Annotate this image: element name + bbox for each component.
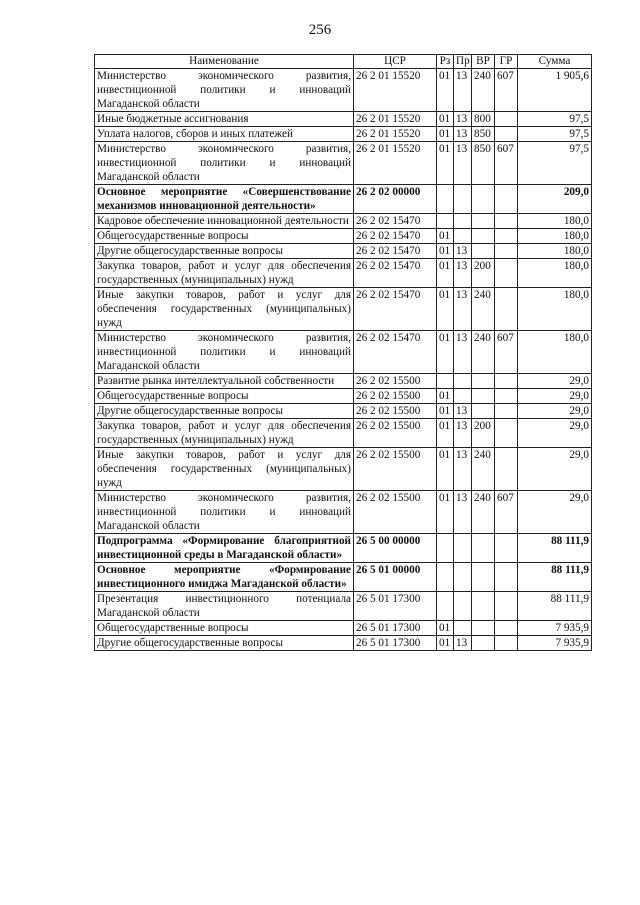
table-row: [95, 259, 592, 288]
row-vr-cell: [472, 389, 495, 404]
table-row: [95, 491, 592, 534]
row-csr-cell: 26 2 02 15470: [354, 331, 437, 374]
row-gr-cell: [495, 563, 518, 592]
row-csr-cell: 26 2 01 15520: [354, 112, 437, 127]
row-vr-cell: [472, 244, 495, 259]
row-csr-cell: 26 2 01 15520: [354, 142, 437, 185]
row-vr-cell: 240: [472, 331, 495, 374]
row-vr-cell: [472, 621, 495, 636]
row-name-cell: Основное мероприятие «Совершенствование механизмов инновационной деятельности»: [95, 185, 354, 214]
row-sum-cell: 88 111,9: [518, 563, 592, 592]
row-gr-cell: [495, 244, 518, 259]
table-row: [95, 621, 592, 636]
row-pr-cell: [454, 374, 472, 389]
header-name: Наименование: [95, 55, 354, 69]
table-row: [95, 69, 592, 112]
row-gr-cell: [495, 112, 518, 127]
row-sum-cell: 7 935,9: [518, 636, 592, 651]
row-gr-cell: [495, 592, 518, 621]
row-name-cell: Общегосударственные вопросы: [95, 621, 354, 636]
row-vr-cell: [472, 229, 495, 244]
table-row: [95, 214, 592, 229]
row-vr-cell: 240: [472, 491, 495, 534]
row-pr-cell: 13: [454, 142, 472, 185]
row-vr-cell: [472, 563, 495, 592]
row-csr-cell: 26 2 01 15520: [354, 127, 437, 142]
row-name-cell: Основное мероприятие «Формирование инвестиционного имиджа Магаданской области»: [95, 563, 354, 592]
row-csr-cell: 26 2 02 15470: [354, 244, 437, 259]
row-gr-cell: [495, 229, 518, 244]
row-name-cell: Иные закупки товаров, работ и услуг для обеспечения государственных (муниципальных) нужд: [95, 448, 354, 491]
row-gr-cell: 607: [495, 331, 518, 374]
row-pr-cell: [454, 592, 472, 621]
header-csr: ЦСР: [354, 55, 437, 69]
row-vr-cell: 240: [472, 288, 495, 331]
row-gr-cell: [495, 214, 518, 229]
row-vr-cell: 240: [472, 69, 495, 112]
row-name-cell: Уплата налогов, сборов и иных платежей: [95, 127, 354, 142]
row-name-cell: Общегосударственные вопросы: [95, 389, 354, 404]
row-csr-cell: 26 2 02 15470: [354, 229, 437, 244]
row-csr-cell: 26 2 02 15470: [354, 259, 437, 288]
table-row: [95, 374, 592, 389]
row-rz-cell: 01: [437, 69, 454, 112]
budget-table: [94, 54, 592, 651]
row-pr-cell: [454, 229, 472, 244]
row-sum-cell: 209,0: [518, 185, 592, 214]
row-sum-cell: 88 111,9: [518, 592, 592, 621]
row-rz-cell: 01: [437, 331, 454, 374]
row-pr-cell: 13: [454, 404, 472, 419]
table-row: [95, 288, 592, 331]
row-vr-cell: [472, 592, 495, 621]
row-name-cell: Подпрограмма «Формирование благоприятной инвестиционной среды в Магаданской области»: [95, 534, 354, 563]
row-csr-cell: 26 2 01 15520: [354, 69, 437, 112]
row-rz-cell: [437, 563, 454, 592]
row-gr-cell: [495, 636, 518, 651]
row-sum-cell: 29,0: [518, 404, 592, 419]
row-gr-cell: [495, 621, 518, 636]
row-sum-cell: 180,0: [518, 214, 592, 229]
row-name-cell: Закупка товаров, работ и услуг для обеспечения государственных (муниципальных) нужд: [95, 419, 354, 448]
row-name-cell: Министерство экономического развития, инвестиционной политики и инноваций Магаданской области: [95, 491, 354, 534]
row-rz-cell: [437, 185, 454, 214]
row-name-cell: Иные бюджетные ассигнования: [95, 112, 354, 127]
row-vr-cell: [472, 404, 495, 419]
row-sum-cell: 88 111,9: [518, 534, 592, 563]
row-rz-cell: 01: [437, 491, 454, 534]
row-sum-cell: 97,5: [518, 112, 592, 127]
table-row: [95, 127, 592, 142]
row-vr-cell: [472, 214, 495, 229]
row-csr-cell: 26 2 02 15500: [354, 491, 437, 534]
row-vr-cell: [472, 374, 495, 389]
row-vr-cell: [472, 534, 495, 563]
row-rz-cell: [437, 534, 454, 563]
row-gr-cell: [495, 404, 518, 419]
table-header-row: [95, 55, 592, 69]
row-pr-cell: 13: [454, 259, 472, 288]
row-name-cell: Другие общегосударственные вопросы: [95, 404, 354, 419]
row-gr-cell: [495, 448, 518, 491]
row-pr-cell: 13: [454, 636, 472, 651]
row-csr-cell: 26 5 00 00000: [354, 534, 437, 563]
row-rz-cell: 01: [437, 127, 454, 142]
row-gr-cell: [495, 288, 518, 331]
row-pr-cell: 13: [454, 112, 472, 127]
row-rz-cell: [437, 592, 454, 621]
row-sum-cell: 7 935,9: [518, 621, 592, 636]
row-pr-cell: 13: [454, 491, 472, 534]
row-csr-cell: 26 5 01 17300: [354, 621, 437, 636]
row-pr-cell: 13: [454, 127, 472, 142]
table-row: [95, 636, 592, 651]
row-rz-cell: 01: [437, 244, 454, 259]
row-gr-cell: [495, 389, 518, 404]
row-name-cell: Министерство экономического развития, инвестиционной политики и инноваций Магаданской области: [95, 69, 354, 112]
row-name-cell: Развитие рынка интеллектуальной собственности: [95, 374, 354, 389]
table-row: [95, 244, 592, 259]
row-sum-cell: 29,0: [518, 491, 592, 534]
row-csr-cell: 26 2 02 15500: [354, 404, 437, 419]
row-sum-cell: 180,0: [518, 259, 592, 288]
row-name-cell: Общегосударственные вопросы: [95, 229, 354, 244]
table-row: [95, 419, 592, 448]
row-csr-cell: 26 2 02 15470: [354, 288, 437, 331]
row-name-cell: Презентация инвестиционного потенциала Магаданской области: [95, 592, 354, 621]
row-csr-cell: 26 2 02 15500: [354, 419, 437, 448]
row-csr-cell: 26 2 02 15500: [354, 389, 437, 404]
row-gr-cell: [495, 127, 518, 142]
row-pr-cell: [454, 621, 472, 636]
row-pr-cell: [454, 534, 472, 563]
row-sum-cell: 29,0: [518, 419, 592, 448]
header-sum: Сумма: [518, 55, 592, 69]
row-name-cell: Другие общегосударственные вопросы: [95, 636, 354, 651]
row-csr-cell: 26 2 02 15500: [354, 374, 437, 389]
row-gr-cell: 607: [495, 491, 518, 534]
row-vr-cell: [472, 636, 495, 651]
table-row: [95, 389, 592, 404]
row-rz-cell: 01: [437, 259, 454, 288]
row-gr-cell: 607: [495, 142, 518, 185]
row-name-cell: Кадровое обеспечение инновационной деятельности: [95, 214, 354, 229]
row-pr-cell: [454, 214, 472, 229]
table-row: [95, 185, 592, 214]
header-vr: ВР: [472, 55, 495, 69]
row-vr-cell: 850: [472, 142, 495, 185]
row-pr-cell: 13: [454, 331, 472, 374]
row-sum-cell: 97,5: [518, 142, 592, 185]
row-name-cell: Министерство экономического развития, инвестиционной политики и инноваций Магаданской области: [95, 142, 354, 185]
row-gr-cell: [495, 534, 518, 563]
row-vr-cell: 240: [472, 448, 495, 491]
row-rz-cell: [437, 214, 454, 229]
row-gr-cell: [495, 419, 518, 448]
row-vr-cell: [472, 185, 495, 214]
row-pr-cell: 13: [454, 244, 472, 259]
row-pr-cell: [454, 563, 472, 592]
row-name-cell: Иные закупки товаров, работ и услуг для обеспечения государственных (муниципальных) нужд: [95, 288, 354, 331]
row-sum-cell: 1 905,6: [518, 69, 592, 112]
row-sum-cell: 180,0: [518, 244, 592, 259]
row-rz-cell: 01: [437, 142, 454, 185]
table-row: [95, 142, 592, 185]
table-row: [95, 229, 592, 244]
row-vr-cell: 200: [472, 419, 495, 448]
table-row: [95, 592, 592, 621]
row-pr-cell: 13: [454, 288, 472, 331]
row-name-cell: Министерство экономического развития, инвестиционной политики и инноваций Магаданской области: [95, 331, 354, 374]
table-row: [95, 404, 592, 419]
table-row: [95, 331, 592, 374]
row-sum-cell: 180,0: [518, 331, 592, 374]
row-pr-cell: 13: [454, 69, 472, 112]
row-rz-cell: [437, 374, 454, 389]
row-name-cell: Другие общегосударственные вопросы: [95, 244, 354, 259]
row-gr-cell: 607: [495, 69, 518, 112]
row-sum-cell: 97,5: [518, 127, 592, 142]
row-rz-cell: 01: [437, 288, 454, 331]
row-rz-cell: 01: [437, 419, 454, 448]
table-row: [95, 563, 592, 592]
row-sum-cell: 180,0: [518, 229, 592, 244]
header-pr: Пр: [454, 55, 472, 69]
page-number: 256: [308, 22, 332, 38]
row-csr-cell: 26 2 02 15470: [354, 214, 437, 229]
row-rz-cell: 01: [437, 112, 454, 127]
row-gr-cell: [495, 185, 518, 214]
row-pr-cell: [454, 389, 472, 404]
row-sum-cell: 29,0: [518, 389, 592, 404]
row-rz-cell: 01: [437, 389, 454, 404]
row-rz-cell: 01: [437, 229, 454, 244]
row-gr-cell: [495, 259, 518, 288]
row-gr-cell: [495, 374, 518, 389]
row-pr-cell: [454, 185, 472, 214]
row-sum-cell: 29,0: [518, 448, 592, 491]
row-rz-cell: 01: [437, 404, 454, 419]
row-pr-cell: 13: [454, 419, 472, 448]
row-vr-cell: 800: [472, 112, 495, 127]
row-pr-cell: 13: [454, 448, 472, 491]
row-csr-cell: 26 2 02 15500: [354, 448, 437, 491]
row-csr-cell: 26 5 01 00000: [354, 563, 437, 592]
row-vr-cell: 200: [472, 259, 495, 288]
row-csr-cell: 26 5 01 17300: [354, 592, 437, 621]
row-rz-cell: 01: [437, 621, 454, 636]
table-row: [95, 534, 592, 563]
row-rz-cell: 01: [437, 448, 454, 491]
header-gr: ГР: [495, 55, 518, 69]
row-vr-cell: 850: [472, 127, 495, 142]
table-row: [95, 448, 592, 491]
row-rz-cell: 01: [437, 636, 454, 651]
row-csr-cell: 26 2 02 00000: [354, 185, 437, 214]
row-name-cell: Закупка товаров, работ и услуг для обеспечения государственных (муниципальных) нужд: [95, 259, 354, 288]
row-csr-cell: 26 5 01 17300: [354, 636, 437, 651]
row-sum-cell: 29,0: [518, 374, 592, 389]
header-rz: Рз: [437, 55, 454, 69]
table-row: [95, 112, 592, 127]
row-sum-cell: 180,0: [518, 288, 592, 331]
